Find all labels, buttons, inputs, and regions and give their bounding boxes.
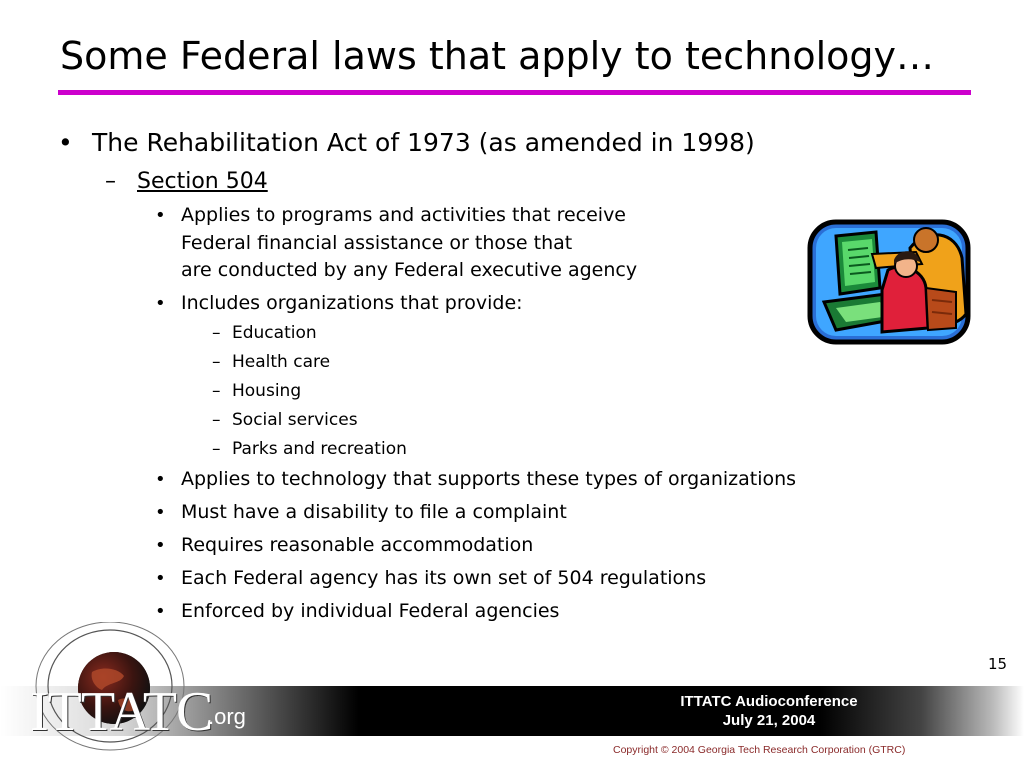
bullet-line: are conducted by any Federal executive agency [181,259,638,281]
sub-item-text: Social services [232,410,358,430]
dash-icon: – [212,352,221,372]
page-number: 15 [988,655,1008,673]
sub-item-text: Health care [232,352,331,372]
bullet-text: The Rehabilitation Act of 1973 (as amended in 1998) [92,128,755,157]
bullet-text: Applies to technology that supports these types of organizations [181,468,797,490]
bullet-text: Must have a disability to file a complaint [181,501,567,523]
dash-icon: – [212,439,221,459]
logo-text: ITTATC [30,681,213,743]
bullet-text: Each Federal agency has its own set of 504 regulations [181,567,707,589]
dash-icon: – [212,323,221,343]
conference-date: July 21, 2004 [722,712,816,729]
sub-item-text: Housing [232,381,302,401]
bullet-text: Enforced by individual Federal agencies [181,600,560,622]
bullet-icon: • [155,205,166,226]
people-at-computer-clipart-icon [806,218,972,346]
bullet-line: Federal financial assistance or those that [181,231,573,254]
bullet-text: Requires reasonable accommodation [181,534,534,556]
bullet-line: Applies to programs and activities that receive [181,204,626,226]
bullet-icon: • [155,502,166,523]
sub-item-text: Education [232,323,317,343]
bullet-icon: • [155,601,166,622]
dash-icon: – [105,169,116,194]
bullet-icon: • [155,568,166,589]
bullet-icon: • [155,293,166,314]
copyright-text: Copyright © 2004 Georgia Tech Research Corporation (GTRC) [613,744,906,756]
dash-icon: – [212,381,221,401]
logo-suffix: .org [208,704,246,729]
footer-title [610,692,928,730]
bullet-icon: • [155,469,166,490]
slide-title: Some Federal laws that apply to technology… [60,34,934,78]
section-504-link[interactable]: Section 504 [137,169,268,194]
title-divider [58,90,971,95]
bullet-icon: • [58,128,73,157]
bullet-text: Includes organizations that provide: [181,292,523,314]
sub-item-text: Parks and recreation [232,439,407,459]
dash-icon: – [212,410,221,430]
conference-name: ITTATC Audioconference [680,693,858,710]
bullet-icon: • [155,535,166,556]
